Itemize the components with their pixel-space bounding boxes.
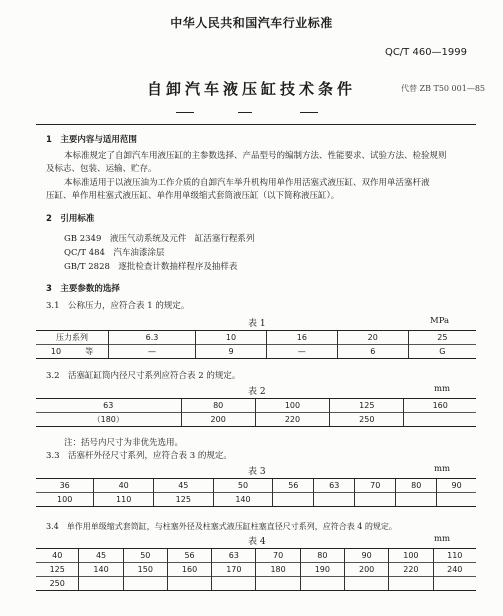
separator-dash [176, 112, 194, 113]
replaces-standard: 代替 ZB T50 001—85 [400, 84, 485, 93]
table-cell: 100 [36, 493, 94, 507]
table-cell: 80 [181, 399, 255, 413]
table-cell: 250 [36, 577, 79, 591]
clause-text: 3.4 单作用单级缩式套筒缸，与柱塞外径及柱塞式液压缸柱塞直径尺寸系列，应符合表 4 的规定。 [46, 522, 397, 531]
table-cell: 80 [300, 549, 344, 563]
table-cell: 140 [213, 493, 273, 507]
table-cell: — [109, 345, 196, 359]
table-cell: 240 [433, 563, 476, 577]
table-cell: 100 [255, 399, 329, 413]
table-cell: 90 [345, 549, 389, 563]
table-cell: 125 [330, 399, 404, 413]
table-cell [123, 577, 167, 591]
table-cell: 40 [94, 479, 154, 493]
table-cell: 70 [256, 549, 300, 563]
table-cell: 56 [167, 549, 211, 563]
table-4 [36, 548, 476, 591]
table-cell: 16 [266, 331, 337, 345]
section-heading: 3 主要参数的选择 [46, 284, 120, 294]
table-2 [36, 398, 476, 427]
table-cell: 250 [330, 413, 404, 427]
table-cell: 160 [167, 563, 211, 577]
table-cell: 190 [300, 563, 344, 577]
table-cell [79, 577, 123, 591]
table-cell: 36 [36, 479, 94, 493]
table-cell: 10 [196, 331, 267, 345]
table-cell [256, 577, 300, 591]
table-cell: 160 [404, 399, 476, 413]
table-cell: 70 [355, 479, 396, 493]
table-cell: 56 [273, 479, 314, 493]
clause-text: 3.1 公称压力，应符合表 1 的规定。 [46, 301, 190, 311]
table-row [36, 399, 476, 413]
table-3 [36, 478, 476, 507]
table-cell: 140 [79, 563, 123, 577]
section-heading: 1 主要内容与适用范围 [46, 135, 137, 145]
table-note: 注：括号内尺寸为非优先选用。 [64, 438, 184, 448]
paragraph-line: 及标志、包装、运输、贮存。 [46, 164, 157, 174]
table-row [36, 549, 476, 563]
table-cell [404, 413, 476, 427]
table-row [36, 331, 476, 345]
table-cell: （180） [36, 413, 181, 427]
table-cell: 220 [389, 563, 433, 577]
table-cell: 150 [123, 563, 167, 577]
table-cell: 45 [79, 549, 123, 563]
table-cell: 20 [337, 331, 408, 345]
table-unit: mm [434, 384, 451, 394]
document-title: 自卸汽车液压缸技术条件 [146, 80, 356, 98]
table-cell: 90 [437, 479, 476, 493]
table-cell: 110 [433, 549, 476, 563]
table-cell [314, 493, 355, 507]
table-cell [345, 577, 389, 591]
table-row [36, 479, 476, 493]
table-unit: mm [434, 464, 451, 474]
paragraph-line: 本标准适用于以液压油为工作介质的自卸汽车举升机构用单作用活塞式液压缸、双作用单活塞杆液 [64, 178, 430, 188]
table-cell [437, 493, 476, 507]
table-row [36, 563, 476, 577]
table-cell: 63 [212, 549, 256, 563]
table-cell: G [408, 345, 476, 359]
table-cell: 10 等 [36, 345, 109, 359]
separator-dash [238, 112, 252, 113]
table-cell [433, 577, 476, 591]
table-cell [167, 577, 211, 591]
table-cell: 6 [337, 345, 408, 359]
table-cell: 125 [153, 493, 213, 507]
table-unit: mm [434, 534, 451, 544]
table-caption: 表 1 [248, 319, 266, 329]
reference-item: GB 2349 液压气动系统及元件 缸活塞行程系列 [64, 234, 255, 244]
standard-number: QC/T 460—1999 [384, 47, 467, 58]
table-cell: 200 [181, 413, 255, 427]
title-rule [36, 124, 476, 125]
table-cell: 100 [389, 549, 433, 563]
section-heading: 2 引用标准 [46, 214, 95, 224]
table-cell: 80 [396, 479, 437, 493]
table-caption: 表 3 [248, 467, 266, 477]
table-cell: 45 [153, 479, 213, 493]
separator-dash [300, 112, 318, 113]
table-caption: 表 2 [248, 387, 266, 397]
clause-text: 3.2 活塞缸缸筒内径尺寸系列应符合表 2 的规定。 [46, 371, 241, 381]
table-caption: 表 4 [248, 537, 266, 547]
table-cell: 110 [94, 493, 154, 507]
table-cell: 25 [408, 331, 476, 345]
table-row [36, 577, 476, 591]
standard-category-header: 中华人民共和国汽车行业标准 [170, 16, 333, 30]
table-cell: 220 [255, 413, 329, 427]
table-cell: 63 [36, 399, 181, 413]
table-row [36, 413, 476, 427]
table-row [36, 345, 476, 359]
table-1 [36, 330, 476, 359]
table-cell: 40 [36, 549, 79, 563]
table-cell: 50 [123, 549, 167, 563]
table-unit: MPa [430, 316, 450, 326]
table-cell: 6.3 [109, 331, 196, 345]
table-cell: 9 [196, 345, 267, 359]
table-cell [212, 577, 256, 591]
table-cell: — [266, 345, 337, 359]
table-cell [396, 493, 437, 507]
reference-item: QC/T 484 汽车油漆涂层 [64, 248, 165, 258]
table-cell: 压力系列 [36, 331, 109, 345]
table-cell: 50 [213, 479, 273, 493]
paragraph-line: 压缸、单作用柱塞式液压缸、单作用单级缩式套筒液压缸（以下简称液压缸）。 [46, 191, 340, 201]
table-row [36, 493, 476, 507]
table-cell: 180 [256, 563, 300, 577]
table-cell: 125 [36, 563, 79, 577]
clause-text: 3.3 活塞杆外径尺寸系列，应符合表 3 的规定。 [46, 451, 232, 461]
table-cell: 170 [212, 563, 256, 577]
table-cell [389, 577, 433, 591]
table-cell: 200 [345, 563, 389, 577]
reference-item: GB/T 2828 逐批检查计数抽样程序及抽样表 [64, 262, 238, 272]
table-cell [355, 493, 396, 507]
paragraph-line: 本标准规定了自卸汽车用液压缸的主参数选择、产品型号的编制方法、性能要求、试验方法、检验规则 [64, 151, 447, 161]
table-cell [273, 493, 314, 507]
table-cell: 63 [314, 479, 355, 493]
table-cell [300, 577, 344, 591]
